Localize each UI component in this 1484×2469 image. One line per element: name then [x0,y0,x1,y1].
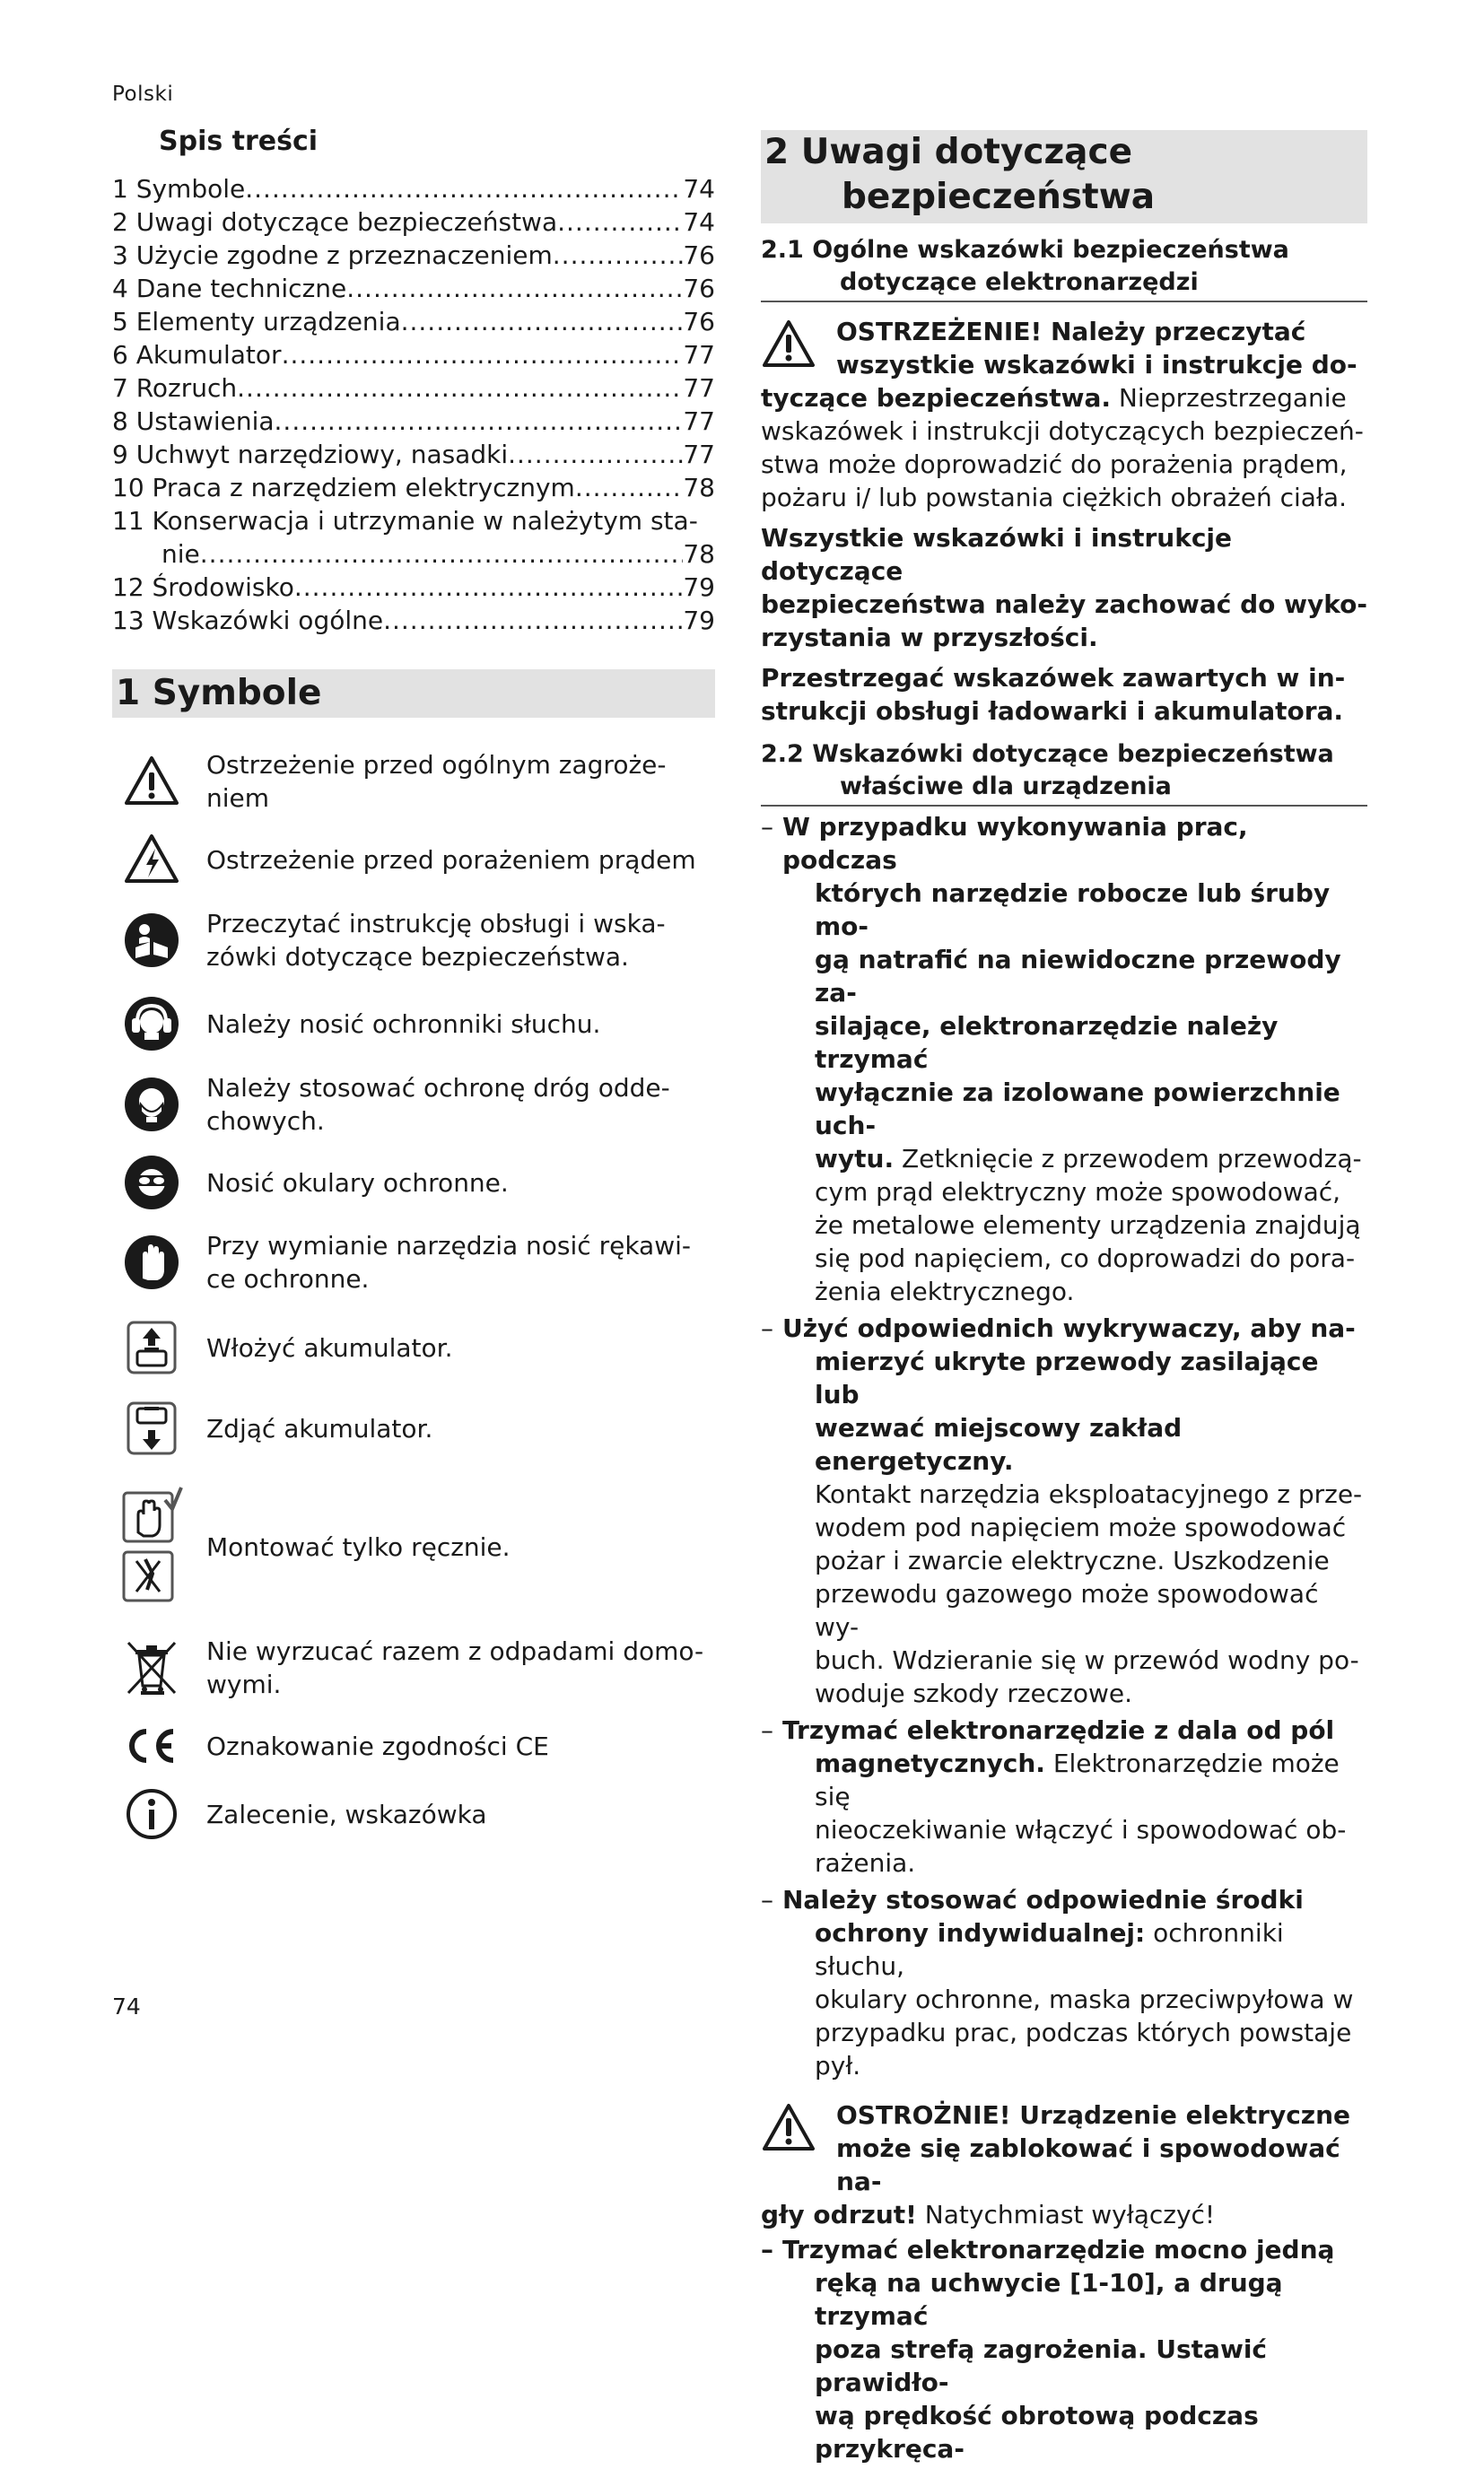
mount-by-hand-icon [112,1484,191,1610]
toc-item-title: 12 Środowisko [112,572,294,602]
toc-leader-dots [553,239,684,272]
warning-line: OSTRZEŻENIE! Należy przeczytać [836,317,1306,346]
bullet-line [815,1142,1367,1175]
list-item: – Użyć odpowiednich wykrywaczy, aby na- mierzyć ukryte przewody zasilające lub wezwać miejscowy zakład energetyczny. Kontakt narzędzia eksploatacyjnego z prze- wodem pod napięciem może spowodować pożar i zwarcie elektryczne. Uszkodzenie przewodu gazowego może spowodować wy- buch. Wdzieranie się w przewód wodny po- woduje szkody rzeczowe. [761,1312,1367,1710]
paragraph-line: Wszystkie wskazówki i instrukcje dotyczące [761,523,1232,586]
bullet-bold-text: W przypadku wykonywania prac, podczas [782,812,1248,875]
symbol-description: Przy wymianie narzędzia nosić rękawi- ce ochronne. [206,1231,691,1294]
general-warning-icon [112,753,191,810]
section-2-heading [761,130,1367,223]
symbol-row [112,825,715,894]
warning-line: stwa może doprowadzić do porażenia prądem, [761,449,1348,479]
warning-line: wszystkie wskazówki i instrukcje do- [836,350,1357,380]
bullet-line [815,943,1367,1009]
toc-item-title: nie [161,539,200,569]
symbol-row [112,1470,715,1624]
toc-item-page: 76 [683,307,715,336]
toc-item-page: 77 [683,340,715,370]
toc-leader-dots [294,571,684,604]
toc-item [112,471,715,504]
bullet-line [815,1511,1367,1544]
bullet-line [815,2016,1367,2049]
toc-item [112,239,715,272]
caution-triangle-icon [761,2102,816,2156]
bullet-bold-text: silające, elektronarzędzie należy trzymać [815,1011,1279,1074]
bullet-line [815,1208,1367,1242]
bullet-line [815,1544,1367,1577]
toc-item-title: 9 Uchwyt narzędziowy, nasadki [112,440,509,469]
bullet-regular-text: Elektronarzędzie może się [815,1749,1340,1811]
symbol-row [112,1217,715,1308]
electric-shock-warning-icon [112,831,191,888]
section-2-heading-line2: bezpieczeństwa [842,177,1156,217]
bullet-line [815,1478,1367,1511]
crossed-bin-icon [112,1639,191,1697]
bullet-line [815,1983,1367,2016]
bullet-regular-text: się pod napięciem, co doprowadzi do pora- [815,1243,1356,1273]
caution-block [761,2098,1367,2231]
symbol-row [112,1780,715,1848]
symbol-row [112,1387,715,1470]
symbol-description: Ostrzeżenie przed ogólnym zagroże- niem [206,750,667,813]
caution-line-bold: gły odrzut! [761,2200,917,2229]
toc-item-title: 8 Ustawienia [112,406,275,436]
symbol-description: Należy stosować ochronę dróg odde- chowych. [206,1073,670,1136]
toc-item [112,438,715,471]
bullet-bold-text: Należy stosować odpowiednie środki [782,1885,1304,1915]
bullet-line [782,1883,1367,1916]
bullet-bold-text: Trzymać elektronarzędzie z dala od pól [782,1715,1335,1745]
symbol-row [112,1712,715,1780]
device-safety-bullet-list [761,810,1367,2082]
toc-item-title: 6 Akumulator [112,340,282,370]
symbol-row [112,894,715,987]
toc-item-page: 78 [683,473,715,502]
toc-item-page: 76 [683,240,715,270]
caution-line: OSTROŻNIE! Urządzenie elektryczne [836,2100,1351,2130]
read-manual-icon [112,912,191,969]
bullet-regular-text: cym prąd elektryczny może spowodować, [815,1177,1341,1207]
bullet-line [815,1009,1367,1076]
toc-leader-dots [275,405,684,438]
toc-item-title: 11 Konserwacja i utrzymanie w należytym sta- [112,506,698,536]
bullet-line [815,1577,1367,1644]
subsection-2-2-line2: właściwe dla urządzenia [840,772,1172,800]
bullet-regular-text: pył. [815,2051,861,2081]
ear-protection-icon [112,995,191,1052]
warning-line-bold: tyczące bezpieczeństwa. [761,383,1111,413]
toc-item-title: 2 Uwagi dotyczące bezpieczeństwa [112,207,558,237]
toc-item [112,172,715,205]
bullet-line [815,1677,1367,1710]
subsection-2-1-line2: dotyczące elektronarzędzi [840,268,1199,296]
toc-item-page: 77 [683,440,715,469]
symbol-description: Zdjąć akumulator. [206,1413,433,1444]
last-bullet-list [761,2233,1367,2465]
bullet-regular-text: pożar i zwarcie elektryczne. Uszkodzenie [815,1546,1330,1575]
bullet-line [782,810,1367,877]
bullet-line [815,1916,1367,1983]
list-item: – Należy stosować odpowiednie środki ochrony indywidualnej: ochronniki słuchu, okulary ochronne, maska przeciwpyłowa w przypadku prac, podczas których powstaje pył. [761,1883,1367,2082]
keep-instructions-paragraph [761,521,1367,654]
list-item: – W przypadku wykonywania prac, podczas których narzędzie robocze lub śruby mo- gą natrafić na niewidoczne przewody za- silające, elektronarzędzie należy trzymać wyłącznie za izolowane powierzchnie uch- wytu. Zetknięcie z przewodem przewodzą- cym prąd elektryczny może spowodować, że metalowe elementy urządzenia znajdują się pod napięciem, co doprowadzi do pora- żenia elektrycznego. [761,810,1367,1308]
warning-line-regular: Nieprzestrzeganie [1111,383,1347,413]
bullet-regular-text: żenia elektrycznego. [815,1277,1075,1306]
page-language-label: Polski [112,83,174,106]
toc-item-title: 10 Praca z narzędziem elektrycznym [112,473,575,502]
bullet-regular-text: woduje szkody rzeczowe. [815,1679,1133,1708]
symbol-description: Przeczytać instrukcję obsługi i wska- zówki dotyczące bezpieczeństwa. [206,909,666,972]
toc-item [112,571,715,604]
symbol-row [112,1148,715,1217]
remove-battery-icon [112,1400,191,1457]
toc-item-title: 4 Dane techniczne [112,274,347,303]
toc-leader-dots [383,604,683,637]
caution-line-regular: Natychmiast wyłączyć! [916,2200,1216,2229]
bullet-regular-text: Kontakt narzędzia eksploatacyjnego z prze- [815,1479,1363,1509]
toc-item [112,405,715,438]
symbol-description: Włożyć akumulator. [206,1332,453,1363]
insert-battery-icon [112,1319,191,1376]
bullet-line [815,1411,1367,1478]
bullet-bold-text: których narzędzie robocze lub śruby mo- [815,878,1331,941]
toc-item [112,272,715,305]
toc-item-title: 13 Wskazówki ogólne [112,606,384,635]
toc-item [112,305,715,338]
bullet-regular-text: przewodu gazowego może spowodować wy- [815,1579,1319,1642]
left-column [112,124,715,1848]
subsection-2-1-heading [761,234,1367,302]
subsection-2-1-line1: 2.1 Ogólne wskazówki bezpieczeństwa [761,236,1289,264]
symbol-row [112,1308,715,1387]
bullet-line [815,1813,1367,1846]
warning-triangle-icon [761,318,816,372]
toc-item [112,504,715,537]
bullet-line [815,1747,1367,1813]
toc-leader-dots [346,272,683,305]
ce-mark-icon [112,1726,191,1766]
bullet-line [815,1846,1367,1880]
right-column [761,130,1367,2469]
paragraph-line: Przestrzegać wskazówek zawartych w in- [761,663,1346,693]
toc-item-page: 74 [683,174,715,204]
bullet-line [815,1644,1367,1677]
warning-line: wskazówek i instrukcji dotyczących bezpieczeń- [761,416,1364,446]
toc-leader-dots [575,471,684,504]
bullet-bold-text: ochrony indywidualnej: [815,1918,1146,1948]
toc-leader-dots [557,205,683,239]
toc-leader-dots [401,305,684,338]
bullet-line: poza strefą zagrożenia. Ustawić prawidło- [815,2334,1268,2397]
safety-goggles-icon [112,1154,191,1211]
symbol-description: Zalecenie, wskazówka [206,1799,487,1829]
page-number: 74 [112,1994,141,2020]
toc-item-title: 5 Elementy urządzenia [112,307,401,336]
toc-item [112,604,715,637]
info-icon [112,1785,191,1843]
symbol-description: Montować tylko ręcznie. [206,1531,511,1562]
paragraph-line: bezpieczeństwa należy zachować do wyko- [761,589,1367,619]
toc-title: Spis treści [159,126,319,157]
toc-item-page: 79 [683,606,715,635]
bullet-regular-text: że metalowe elementy urządzenia znajdują [815,1210,1361,1240]
toc-item-title: 1 Symbole [112,174,246,204]
list-item: – Trzymać elektronarzędzie mocno jedną ręką na uchwycie [1-10], a drugą trzymać poza strefą zagrożenia. Ustawić prawidło- wą prędkość obrotową podczas przykręca- [761,2233,1367,2465]
bullet-line [815,1345,1367,1411]
symbol-row [112,1060,715,1148]
bullet-bold-text: Użyć odpowiednich wykrywaczy, aby na- [782,1313,1356,1343]
bullet-regular-text: przypadku prac, podczas których powstaje [815,2018,1352,2047]
symbol-description: Oznakowanie zgodności CE [206,1731,549,1761]
bullet-bold-text: wezwać miejscowy zakład energetyczny. [815,1413,1183,1476]
symbol-description: Należy nosić ochronniki słuchu. [206,1008,601,1039]
toc-item-page: 74 [683,207,715,237]
section-2-heading-line1: 2 Uwagi dotyczące [764,132,1133,172]
toc-item-title: 7 Rozruch [112,373,238,403]
warning-line: pożaru i/ lub powstania ciężkich obrażeń ciała. [761,483,1347,512]
bullet-bold-text: gą natrafić na niewidoczne przewody za- [815,945,1341,1008]
bullet-line: ręką na uchwycie [1-10], a drugą trzymać [815,2268,1283,2331]
bullet-regular-text: Zetknięcie z przewodem przewodzą- [894,1144,1362,1173]
toc-item-page: 76 [683,274,715,303]
symbol-row [112,1624,715,1712]
gloves-icon [112,1234,191,1291]
list-item: – Trzymać elektronarzędzie z dala od pól magnetycznych. Elektronarzędzie może się nieoczekiwanie włączyć i spowodować ob- rażenia. [761,1714,1367,1880]
paragraph-line: rzystania w przyszłości. [761,623,1098,652]
bullet-line [815,1275,1367,1308]
bullet-line [815,2049,1367,2082]
symbol-description: Nie wyrzucać razem z odpadami domo- wymi. [206,1636,704,1699]
bullet-regular-text: nieoczekiwanie włączyć i spowodować ob- [815,1815,1347,1845]
toc-item-page: 79 [683,572,715,602]
bullet-regular-text: ochronniki słuchu, [815,1918,1284,1981]
toc-leader-dots [282,338,684,371]
bullet-line [815,877,1367,943]
bullet-bold-text: mierzyć ukryte przewody zasilające lub [815,1347,1319,1409]
charger-instructions-paragraph [761,661,1367,728]
symbol-row [112,737,715,825]
symbol-list [112,737,715,1848]
bullet-bold-text: magnetycznych. [815,1749,1045,1778]
respiratory-protection-icon [112,1076,191,1133]
toc-item [112,205,715,239]
subsection-2-2-heading [761,738,1367,807]
toc-leader-dots [237,371,683,405]
bullet-regular-text: okulary ochronne, maska przeciwpyłowa w [815,1985,1354,2014]
toc-item-page: 77 [683,406,715,436]
bullet-line [815,1242,1367,1275]
caution-line: może się zablokować i spowodować na- [836,2133,1340,2196]
toc-leader-dots [200,537,684,571]
bullet-line: Trzymać elektronarzędzie mocno jedną [782,2235,1335,2264]
toc-item-title: 3 Użycie zgodne z przeznaczeniem [112,240,553,270]
toc-item-page: 78 [683,539,715,569]
toc-leader-dots [508,438,683,471]
bullet-bold-text: wyłącznie za izolowane powierzchnie uch- [815,1077,1340,1140]
bullet-line [815,1076,1367,1142]
toc-leader-dots [245,172,683,205]
warning-block [761,315,1367,514]
subsection-2-2-line1: 2.2 Wskazówki dotyczące bezpieczeństwa [761,740,1334,768]
bullet-regular-text: buch. Wdzieranie się w przewód wodny po- [815,1645,1359,1675]
bullet-regular-text: wodem pod napięciem może spowodować [815,1513,1347,1542]
toc-item [112,371,715,405]
bullet-line [782,1714,1367,1747]
symbol-row [112,987,715,1060]
section-1-heading: 1 Symbole [112,669,715,718]
bullet-line [815,1175,1367,1208]
bullet-regular-text: rażenia. [815,1848,916,1878]
toc-item-page: 77 [683,373,715,403]
symbol-description: Ostrzeżenie przed porażeniem prądem [206,844,696,875]
toc-item [112,338,715,371]
toc-item [112,537,715,571]
bullet-line: wą prędkość obrotową podczas przykręca- [815,2401,1259,2464]
bullet-bold-text: wytu. [815,1144,895,1173]
table-of-contents [112,172,715,637]
symbol-description: Nosić okulary ochronne. [206,1167,509,1198]
paragraph-line: strukcji obsługi ładowarki i akumulatora. [761,696,1344,726]
bullet-line [782,1312,1367,1345]
